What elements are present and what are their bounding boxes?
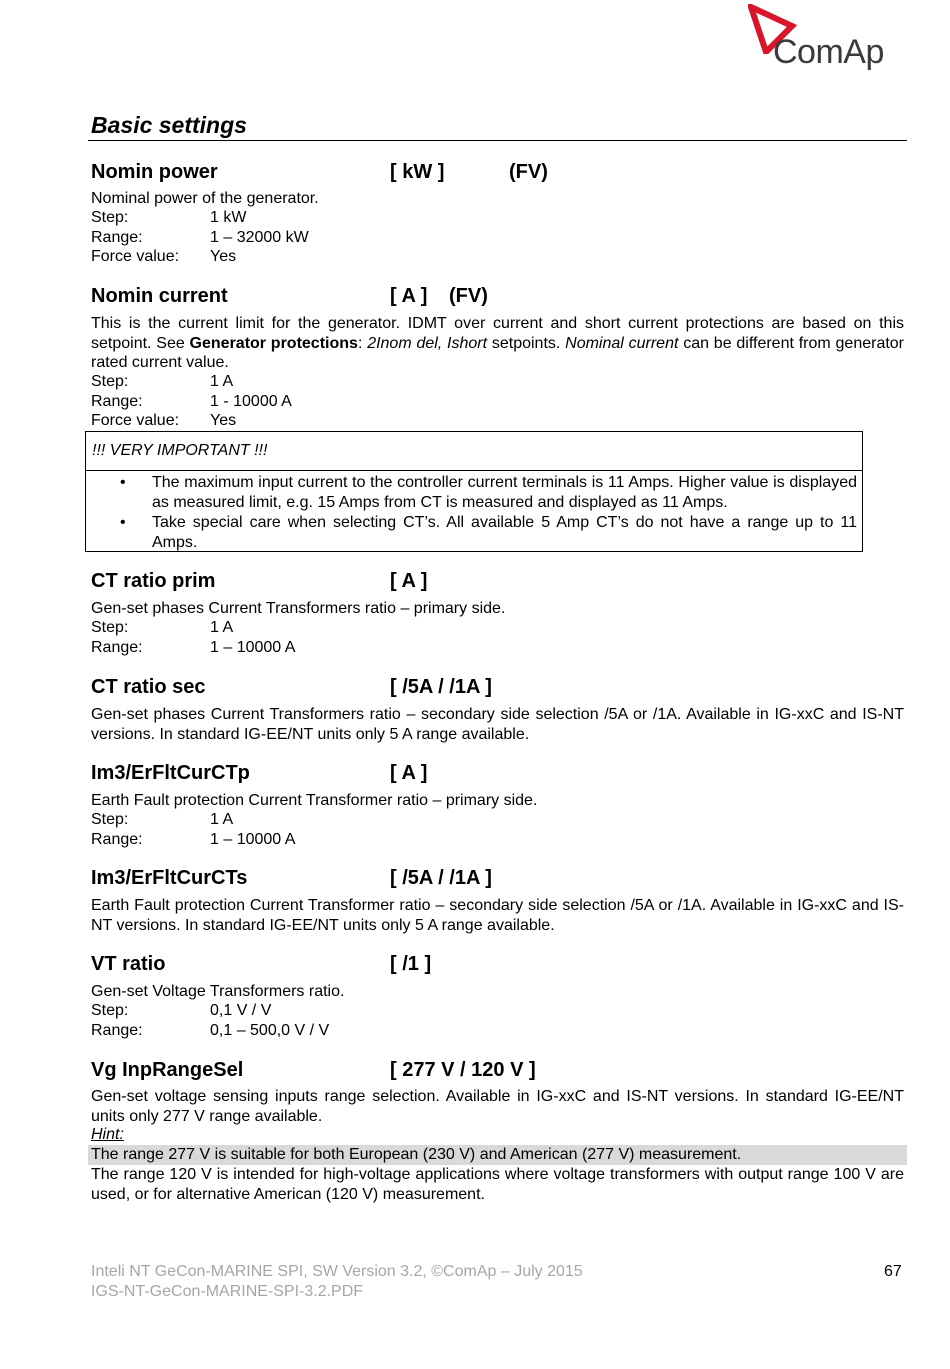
force-value-value: Yes (210, 248, 237, 265)
setpoint-name: Im3/ErFltCurCTs (91, 867, 248, 889)
setpoint-description (91, 314, 904, 373)
setpoint-name: Nomin current (91, 285, 228, 307)
setpoint-description: Earth Fault protection Current Transformer ratio – primary side. (91, 792, 538, 809)
step-value: 1 A (210, 373, 234, 390)
setpoint-unit: [ 277 V / 120 V ] (390, 1059, 536, 1081)
range-label: Range: (91, 831, 143, 848)
step-label: Step: (91, 811, 129, 828)
step-value: 1 A (210, 811, 234, 828)
bullet-icon: • (120, 514, 126, 531)
logo-text: ComAp (773, 33, 884, 71)
setpoint-heading-im3-erfltcurcts (91, 866, 531, 890)
setpoint-name: CT ratio sec (91, 676, 206, 698)
setpoint-description: Gen-set phases Current Transformers ratio – secondary side selection /5A or /1A. Available in IG-xxC and IS-NT versions. In standard IG-EE/NT units only 5 A range available. (91, 706, 904, 743)
force-value-label: Force value: (91, 412, 180, 429)
setpoint-name: Nomin power (91, 161, 218, 183)
description-italic: Nominal current (565, 334, 679, 352)
setpoint-heading-nomin-power (91, 160, 571, 184)
important-heading: !!! VERY IMPORTANT !!! (92, 442, 268, 459)
range-value: 1 – 32000 kW (210, 229, 309, 246)
hint-line-277v: The range 277 V is suitable for both European (230 V) and American (277 V) measurement. (91, 1146, 742, 1163)
page-number: 67 (884, 1263, 902, 1280)
section-title: Basic settings (91, 112, 247, 138)
setpoint-name: CT ratio prim (91, 570, 216, 592)
setpoint-unit: [ A ] (390, 285, 428, 307)
range-value: 1 - 10000 A (210, 393, 292, 410)
setpoint-name: Im3/ErFltCurCTp (91, 762, 250, 784)
step-label: Step: (91, 619, 129, 636)
comap-logo (748, 4, 888, 74)
setpoint-description: Gen-set phases Current Transformers ratio – primary side. (91, 600, 506, 617)
step-value: 1 A (210, 619, 234, 636)
setpoint-description: Gen-set Voltage Transformers ratio. (91, 983, 345, 1000)
setpoint-heading-ct-ratio-sec (91, 675, 531, 699)
description-text: This is the current limit for the generator. IDMT over current and short current protections are based on this setpoint. See (91, 315, 904, 352)
setpoint-name: VT ratio (91, 953, 166, 975)
bullet-item: The maximum input current to the controller current terminals is 11 Amps. Higher value is displayed as measured limit, e.g. 15 Amps from CT is measured and displayed as 11 Amps. (152, 474, 857, 511)
step-label: Step: (91, 373, 129, 390)
range-label: Range: (91, 639, 143, 656)
setpoint-unit: [ A ] (390, 570, 428, 592)
setpoint-heading-nomin-current (91, 284, 511, 308)
footer-filename: IGS-NT-GeCon-MARINE-SPI-3.2.PDF (91, 1283, 364, 1300)
setpoint-unit: [ kW ] (390, 161, 445, 183)
range-label: Range: (91, 1022, 143, 1039)
hint-line-120v: The range 120 V is intended for high-voltage applications where voltage transformers with output range 100 V are used, or for alternative American (120 V) measurement. (91, 1166, 904, 1203)
force-value-label: Force value: (91, 248, 180, 265)
description-text: : (357, 334, 368, 352)
setpoint-flag: (FV) (509, 161, 548, 183)
setpoint-flag: (FV) (449, 285, 488, 307)
step-value: 0,1 V / V (210, 1002, 272, 1019)
section-divider (88, 140, 907, 141)
range-label: Range: (91, 229, 143, 246)
setpoint-unit: [ /5A / /1A ] (390, 676, 492, 698)
setpoint-description: Earth Fault protection Current Transformer ratio – secondary side selection /5A or /1A. Available in IG-xxC and IS-NT versions. In standard IG-EE/NT units only 5 A range available. (91, 897, 904, 934)
step-value: 1 kW (210, 209, 247, 226)
footer-document-info: Inteli NT GeCon-MARINE SPI, SW Version 3.2, ©ComAp – July 2015 (91, 1263, 583, 1280)
important-notice-box (85, 431, 863, 552)
range-label: Range: (91, 393, 143, 410)
setpoint-name: Vg InpRangeSel (91, 1059, 244, 1081)
setpoint-heading-im3-erfltcurctp (91, 761, 451, 785)
setpoint-heading-vg-inprangesel (91, 1058, 571, 1082)
range-value: 1 – 10000 A (210, 831, 296, 848)
description-italic: 2Inom del, Ishort (367, 334, 488, 352)
bullet-icon: • (120, 474, 126, 491)
important-divider (86, 470, 862, 471)
setpoint-unit: [ /5A / /1A ] (390, 867, 492, 889)
description-bold-link: Generator protections (189, 334, 358, 352)
setpoint-heading-ct-ratio-prim (91, 569, 451, 593)
range-value: 1 – 10000 A (210, 639, 296, 656)
step-label: Step: (91, 209, 129, 226)
bullet-item: Take special care when selecting CT’s. All available 5 Amp CT’s do not have a range up to 11 Amps. (152, 514, 857, 551)
setpoint-unit: [ /1 ] (390, 953, 432, 975)
range-value: 0,1 – 500,0 V / V (210, 1022, 330, 1039)
description-text: setpoints. (487, 334, 566, 352)
setpoint-unit: [ A ] (390, 762, 428, 784)
force-value-value: Yes (210, 412, 237, 429)
setpoint-heading-vt-ratio (91, 952, 451, 976)
description-text: can be different from generator rated current value. (91, 334, 905, 371)
setpoint-description: Gen-set voltage sensing inputs range selection. Available in IG-xxC and IS-NT versions. In standard IG-EE/NT units only 277 V range available. (91, 1088, 904, 1125)
hint-label: Hint: (91, 1126, 124, 1143)
step-label: Step: (91, 1002, 129, 1019)
setpoint-description: Nominal power of the generator. (91, 190, 319, 207)
